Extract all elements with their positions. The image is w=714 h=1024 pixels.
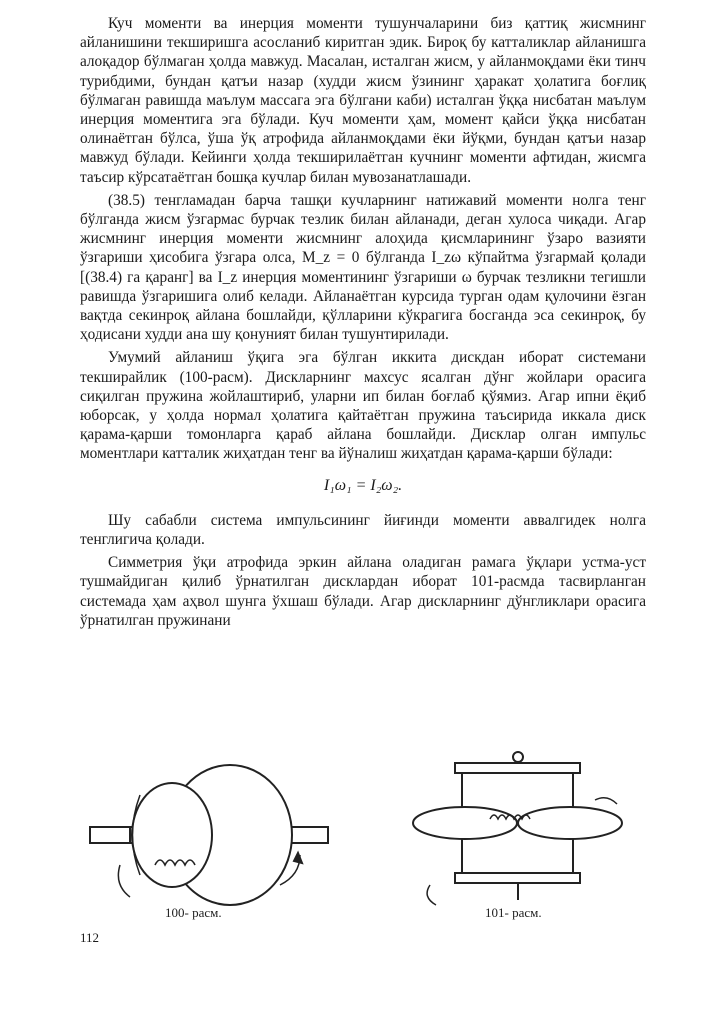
paragraph-5: Симметрия ўқи атрофида эркин айлана оладиган рамага ўқлари устма-уст тушмайдиган қилиб ўрнатилган дисклардан иборат 101-расмда тасвирланган системада ҳам аҳвол шунга ўхшаш бўлади. Агар дискларнинг дўнгликлари орасига ўрнатилган пружинани — [80, 554, 646, 629]
page-number: 112 — [80, 930, 100, 945]
figure-100-illustration — [80, 745, 340, 910]
paragraph-2: (38.5) тенгламадан барча ташқи кучларнинг натижавий моменти нолга тенг бўлганда жисм ўзгармас бурчак тезлик билан айланади, деган хулоса чиқади. Агар жисмнинг инерция моменти жисмнинг алоҳида қисмларининг ўзаро вазияти ўзгариши ҳисобига ўзгара олса, M_z = 0 бўлганда I_zω кўпайтма ўзгармай қолади [(38.4) га қаранг] ва I_z инерция моментининг ўзгариши ω бурчак тезликни тегишли равишда ўзгаришига олиб келади. Айланаётган курсида турган одам қулочини ёзган вақтда секинроқ айлана бошлайди, қўлларини кўкрагига босганда эса секинроқ, бу ҳодисани худди ана шу қонуният билан тушунтирилади. — [80, 191, 646, 344]
paragraph-4: Шу сабабли система импульсининг йиғинди моменти аввалгидек нолга тенглигича қолади. — [80, 511, 646, 549]
figure-101-caption: 101- расм. — [485, 905, 542, 920]
paragraph-1: Куч моменти ва инерция моменти тушунчаларини биз қаттиқ жисмнинг айланишини текширишга асосланиб киритган эдик. Бироқ бу катталиклар айланишга алоқадор бўлмаган ҳолда мавжуд. Масалан, исталган жисм, у айланмоқдами ёки тинч турибдими, бундан қатъи назар (худди жисм ўзининг ҳаракат ҳолатига боғлиқ бўлмаган равишда маълум массага эга бўлгани каби) исталган ўққа нисбатан маълум инерция моментига эга бўлади. Куч моменти ҳам, момент қайси ўққа нисбатан олинаётган бўлса, ўша ўқ атрофида айланмоқдами ёки йўқми, бундан қатъи назар мавжуд бўлади. Кейинги ҳолда текширилаётган кучнинг моменти афтидан, жисмга таъсир кўрсатаётган бошқа кучлар билан мувозанатлашади. — [80, 15, 646, 186]
figure-100-caption: 100- расм. — [165, 905, 222, 920]
figure-101-illustration — [410, 745, 640, 910]
angular-momentum-formula: I₁ω₁ = I₂ω₂. — [323, 476, 403, 494]
body-text — [80, 14, 646, 634]
paragraph-3: Умумий айланиш ўқига эга бўлган иккита дискдан иборат системани текширайлик (100-расм). Дискларнинг махсус ясалган дўнг жойлари орасига сиқилган пружина жойлаштириб, уларни ип билан боғлаб қўямиз. Агар ипни ёқиб юборсак, у ҳолда нормал ҳолатига қайтаётган пружина таъсирида иккала диск қарама-қарши томонларга қараб айлана бошлайди. Дисклар олган импульс моментлари катталик жиҳатдан тенг ва йўналиш жиҳатдан қарама-қарши бўлади: — [80, 349, 646, 463]
